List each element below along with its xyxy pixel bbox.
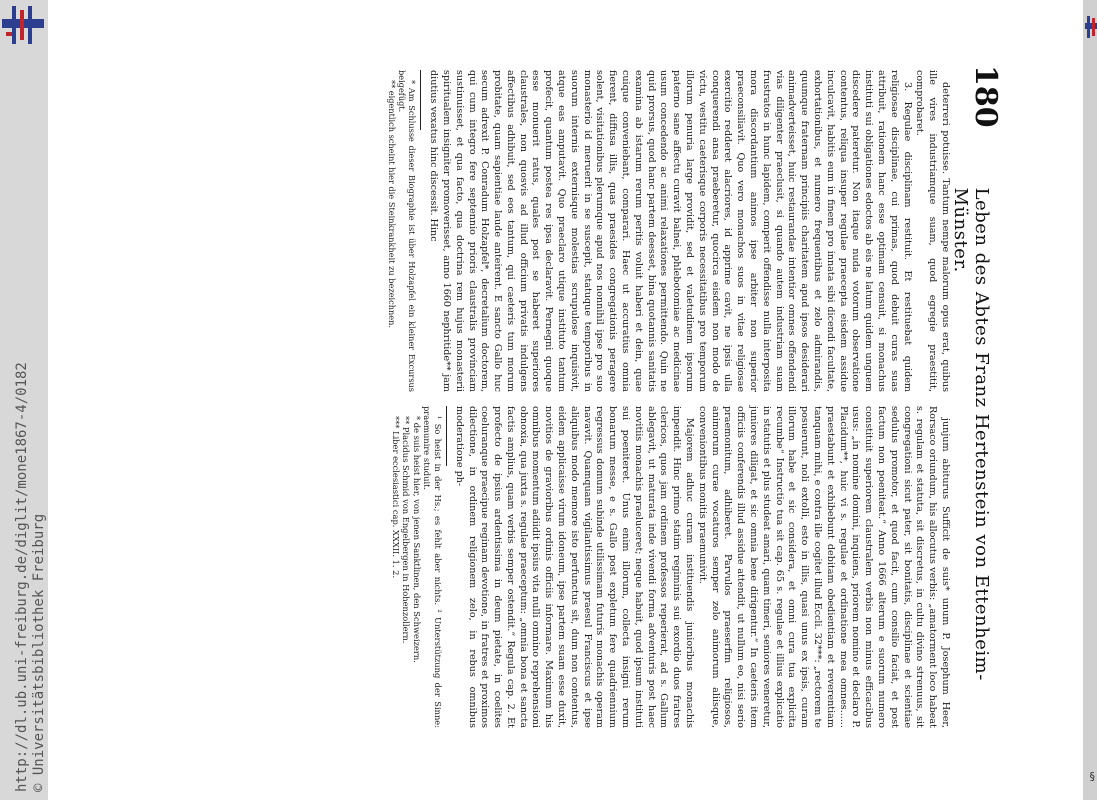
- right-footnote: * de suis heist hier, von jenen Sanktlinen, den Schweizern.: [411, 416, 422, 663]
- library-logo-fragment-icon: [1085, 14, 1097, 40]
- running-head: Leben des Abtes Franz Hertenstein von Ettenheim-Münster.: [950, 187, 992, 681]
- right-footnote: *** Liber ecclesiastici cap. XXXII. 1. 2.: [390, 416, 401, 579]
- page-header: [950, 65, 1003, 715]
- left-footnote: ** eigentlich scheint hier die Steinkrankheit zu bezeichnen.: [386, 80, 397, 329]
- edge-mark: §: [1089, 770, 1095, 783]
- right-column: [390, 406, 951, 728]
- page-number: 180: [968, 65, 1003, 128]
- right-paragraph: junjum abiturus Sufficit de suis* unum P. Josephum Heer, Rorsaco oriundum, his allocutus verbis: „amatorment loco habeat s. regulam et statuta, sit discretus, in cultu divino strenuus, sit congregationi sicut pater, sit bonitatis, disciplinae et scientiae sedulus promotor, et quod facit, cum consilio faciat, et post factum non poeniteat.“ Anno 1666 alterum e suorum numero constituit superiorem claustralem verbis non minus efficacibus usus: „in nomine domini, inquiens, priorem nomino et declaro P. Placidum**, huic vi s. regulae et ordinatione mea omnes...... praestabunt et exhibebunt debitam obedientiam et reverentiam tanquam mihi, e contra ille cogitet illud Eccli. 32***: „rectorem te posuerunt, noli extolli, esto in illis, quasi unus ex ipsis, curam illorum habe et sic considera, et omni cura tua explicita recumbe“ Instructio tua sit cap. 65 s. regulae et illius explicatio in statutis et plus studeat amari, quam timeri, seniores veneretur, juniores diligat, et sic omnia bene dirigentur.“ In caeteris item officiis conferendis illud assidue attendit, ut nullum eo, nisi serio praemonitum, adhiberet. Parvulos praeserfim religiosos, animorum curae vocaturos semper zelo animorum aliisque, conveniontibus monitis praemunivit.: [696, 406, 951, 728]
- rotated-page-content: [48, 0, 1083, 800]
- watermark-url: http://dl.ub.uni-freiburg.de/diglit/mone1867-4/0182: [14, 362, 30, 792]
- url-watermark: [14, 0, 52, 800]
- viewer-left-margin: [0, 0, 48, 800]
- right-footnote: ** Placidus Schmid von Engelbergen in Hohenzollern.: [401, 416, 412, 644]
- left-footnote: * Am Schlusse dieser Biographie ist über Holzapfel ein kleiner Excursus beigefügt.: [396, 70, 418, 392]
- footnote-divider: [446, 406, 447, 466]
- footnote-divider: [420, 70, 421, 130]
- right-footnote: ¹ So heist in der Hs.; es fehlt aber nichts. ² Unterstützung der Sinne: praemunire studuit.: [422, 406, 443, 728]
- right-paragraph: Majorem adhuc curam instituendis junioribus monachis impendit. Hinc primo statim regiminis sui exordio duos fratres clericos, quos jam ordinem professos reperierat, ad s. Gallum ablegavit, ut maturata inde vivendi forma adventuris post haec novitiis monachis praeluceret; neque habuit, quod ipsum instituti sui poeniteret. Unus enim illorum, collecta insigni rerum bonarum messe, e s. Gallo post expletum fere quadriennium regressus domum subinde utilissimam futuris monachis operam navavit. Quamquam vigilantissimus praesul Franciscus et ipse aliquibus modo memore isto perfunctus sit, dum non contentus, eidem applicaisse virum idoneum, ipse partem suam esse duxit, novitios de gravioribus ordinis officiis informare. Maximum his omnibus momentum adiidit ipsius vita nulli omnino reprehensioni obnoxia, qua juxta s. regulae praeceptum: „omnia bona et sancta factis amplius, quam verbis semper ostendit.“ Regula cap. 2. Et profecto de ipsius ardentissima in deum pietate, in coelites coeluranque praecipue reginam devotione, in fratres et proximos dilectione, in ordinem religionem zelo, in rebus omnibus moderatione ph-: [453, 406, 696, 728]
- document-page: [48, 0, 1083, 800]
- left-paragraph: 3. Regulae disciplinam restituit. Et restituebat quidem religiosae disciplinae, cui primas, quod debuit curas suas attribuit, rationem hanc esse optimam censuit, si monachus instituti sui obligationes edoctos ab eis ne latum quidem unguem discedere pateretur. Non itaque nuda votorum observatione contentus, reliqua insuper regulae praecepta eisdem assidue inculcavit, habitis eum in finem pro innata sibi dicendi facultate, exhortationibus, et numero frequentibus et zelo admirandis, quumque fraternam principiis charitatem apud ipsos desiderari animadverteisset, huic restaurandae intentior omnes offendendi vias diligenter praeclusit, si quando autem industriam suam frustratos in hunc lapidem, comperit offendisse nulla interposita mora discordantium animos ipse arbiter non superior praeconsiliavit. Quo vero monachos suos in vitae religiosae exercitio redderet alacriores, id apprime cavit, ne ipsis ulla conquerendi ansa praeberetur, quocirca eisdem non modo de victu, vestitu caeterisque corporis necessitatibus pro temporum illorum penuria large providit, sed et valetudinem ipsorum paterno sane affectu curavit balnei, phlebotomiae ac medicinae usum concedendo ac animi relaxationes permittendo. Quin ne quid prorsus, quod hanc partem deesset, bina quotannis sanitatis examina ab istarum rerum peritis voluit haberi et dein, quae cuique conveniebant, comparari. Haec ut accuratius omnia fierent, diffusa illis, quas praesides congregationis peragere solent, visitationibus plerumque apud nos nonnihil ipse pro suo monasterio id meruerit in se suscepit, statuque temporibus in suorum internis externisque molestias scrupulose inquisivit, atque eas amputavit. Quo praeclaro utique instituto tantum profecit, quantum postea res ipsa declaravit. Pernegni quoque esse monuerit ratus, quales post se haberet superiores claustrales, non quosvis ad illud officium privatis indulgens affectibus adhibuit, sed eos tantum, qui caeteris tum morum probitate, quam sapientiae laude anteirent. E sancto Gallo huc secum adrexit P. Conradum Holzapfel*, decretalium doctorem, qui cum integro fere septennio prioris claustralis provinciam sustinuisset, et qua facto, qua doctrina rem hujus monasterii spiritualem insigniter promoverisset, anno 1660 nephritide** jam diutius vexatus hinc discessit. Hinc: [428, 70, 913, 392]
- watermark-copyright: © Universitätsbibliothek Freiburg: [31, 513, 47, 792]
- viewer-right-margin: [1083, 0, 1097, 800]
- left-column: [386, 70, 951, 392]
- left-paragraph: deterreri potuisse. Tantum nempe malorum opus erat, quibus ille vires industriamque suam, quod egregie praestitit, comprobaret.: [914, 70, 951, 392]
